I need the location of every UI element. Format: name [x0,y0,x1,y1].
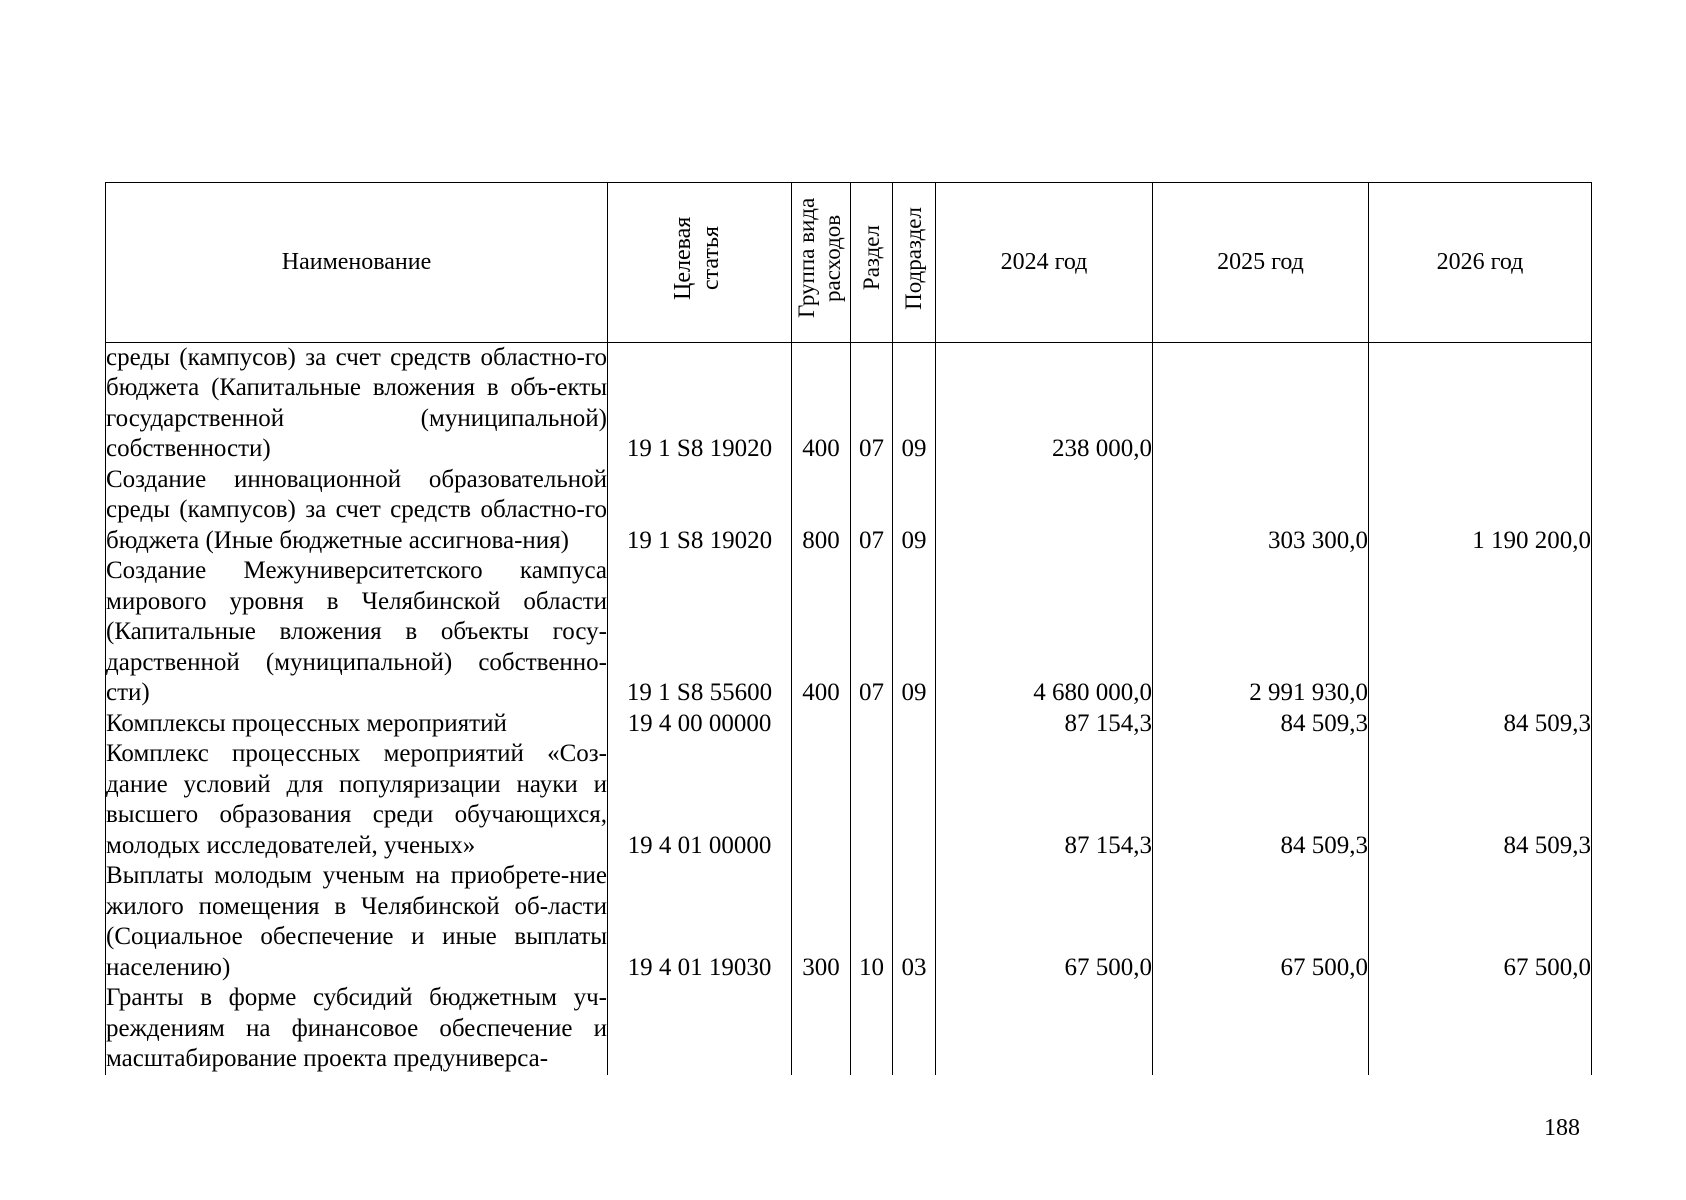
row-expense-group: 400 [792,342,851,465]
row-target-article [608,983,792,1075]
table-row [106,861,1592,983]
row-name: Создание Межуниверситетского кампуса мирового уровня в Челябинской области (Капитальные вложения в объекты госу-дарственной (муниципальной) собственно-сти) [106,556,608,709]
row-target-article: 19 1 S8 55600 [608,556,792,709]
row-amount-2024: 238 000,0 [936,342,1153,465]
row-name: Комплексы процессных мероприятий [106,709,608,740]
row-section: 07 [851,342,893,465]
row-subsection: 09 [893,342,936,465]
row-section: 07 [851,465,893,557]
row-expense-group: 300 [792,861,851,983]
row-subsection: 09 [893,465,936,557]
row-name: Выплаты молодым ученым на приобрете-ние жилого помещения в Челябинской об-ласти (Социальное обеспечение и иные выплаты населению) [106,861,608,983]
table-row [106,342,1592,465]
row-amount-2024: 87 154,3 [936,739,1153,861]
row-amount-2026: 67 500,0 [1369,861,1592,983]
header-subsection: Подраздел [893,183,936,343]
row-amount-2024: 87 154,3 [936,709,1153,740]
row-amount-2025 [1153,342,1369,465]
table-row [106,983,1592,1075]
row-expense-group [792,739,851,861]
table-row [106,556,1592,709]
header-section: Раздел [851,183,893,343]
table-row [106,739,1592,861]
row-expense-group [792,709,851,740]
row-amount-2026: 84 509,3 [1369,739,1592,861]
row-target-article: 19 4 01 19030 [608,861,792,983]
row-subsection: 03 [893,861,936,983]
row-section: 07 [851,556,893,709]
row-target-article: 19 1 S8 19020 [608,465,792,557]
row-section [851,983,893,1075]
row-expense-group [792,983,851,1075]
row-amount-2024: 4 680 000,0 [936,556,1153,709]
header-expense-group: Группа вида расходов [792,183,851,343]
row-subsection [893,709,936,740]
row-section: 10 [851,861,893,983]
header-target-article: Целевая статья [608,183,792,343]
row-name: среды (кампусов) за счет средств областно-го бюджета (Капитальные вложения в объ-екты государственной (муниципальной) собственности) [106,342,608,465]
header-name: Наименование [106,183,608,343]
row-amount-2026 [1369,342,1592,465]
table-row [106,465,1592,557]
table-header [106,183,1592,343]
row-target-article: 19 4 00 00000 [608,709,792,740]
row-name: Гранты в форме субсидий бюджетным уч-реждениям на финансовое обеспечение и масштабирование проекта предуниверса- [106,983,608,1075]
row-amount-2025: 84 509,3 [1153,739,1369,861]
row-amount-2025: 2 991 930,0 [1153,556,1369,709]
row-section [851,739,893,861]
row-target-article: 19 4 01 00000 [608,739,792,861]
table-row [106,709,1592,740]
row-target-article: 19 1 S8 19020 [608,342,792,465]
header-2025: 2025 год [1153,183,1369,343]
row-subsection [893,983,936,1075]
row-amount-2025: 67 500,0 [1153,861,1369,983]
row-amount-2026: 1 190 200,0 [1369,465,1592,557]
row-amount-2025: 303 300,0 [1153,465,1369,557]
row-amount-2024 [936,465,1153,557]
row-amount-2025 [1153,983,1369,1075]
row-subsection: 09 [893,556,936,709]
row-amount-2026 [1369,983,1592,1075]
budget-table [105,182,1592,1075]
page-number: 188 [1544,1115,1580,1141]
row-amount-2026 [1369,556,1592,709]
row-name: Создание инновационной образовательной среды (кампусов) за счет средств областно-го бюджета (Иные бюджетные ассигнова-ния) [106,465,608,557]
row-amount-2025: 84 509,3 [1153,709,1369,740]
row-subsection [893,739,936,861]
row-expense-group: 800 [792,465,851,557]
row-expense-group: 400 [792,556,851,709]
row-name: Комплекс процессных мероприятий «Соз-дание условий для популяризации науки и высшего образования среди обучающихся, молодых исследователей, ученых» [106,739,608,861]
header-2024: 2024 год [936,183,1153,343]
row-amount-2024 [936,983,1153,1075]
row-amount-2026: 84 509,3 [1369,709,1592,740]
header-2026: 2026 год [1369,183,1592,343]
row-section [851,709,893,740]
row-amount-2024: 67 500,0 [936,861,1153,983]
